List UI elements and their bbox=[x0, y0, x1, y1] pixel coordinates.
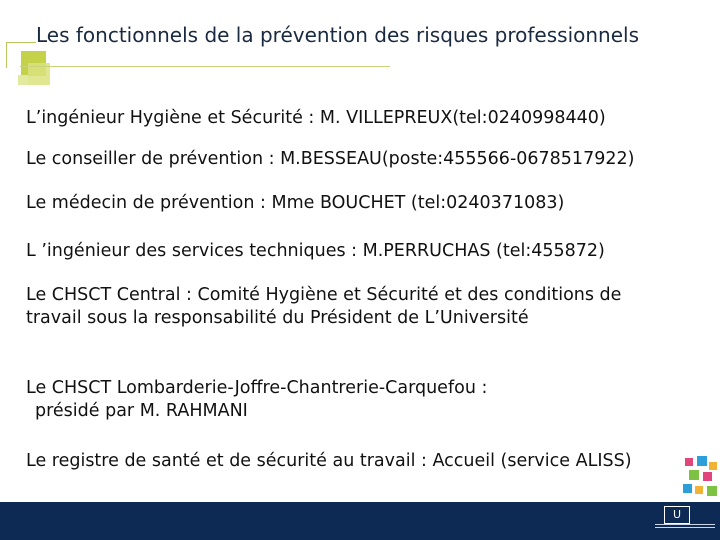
university-logo: U bbox=[664, 506, 690, 524]
decorative-line-horizontal bbox=[6, 42, 36, 43]
item-label: L ’ingénieur des services techniques : bbox=[26, 241, 358, 261]
title-underline bbox=[20, 66, 390, 67]
list-item bbox=[26, 377, 666, 423]
item-value: M. VILLEPREUX(tel:0240998440) bbox=[314, 108, 606, 128]
item-value: M.PERRUCHAS (tel:455872) bbox=[357, 241, 605, 261]
item-label: Le CHSCT Lombarderie-Joffre-Chantrerie-Carquefou : bbox=[26, 378, 488, 398]
item-value: Mme BOUCHET (tel:0240371083) bbox=[265, 193, 565, 213]
item-value: Comité Hygiène et Sécurité et des conditions de travail sous la responsabilité du Président de L’Université bbox=[26, 285, 622, 328]
list-item bbox=[26, 450, 706, 473]
university-logo-text bbox=[655, 524, 715, 527]
item-label: Le médecin de prévention : bbox=[26, 193, 266, 213]
list-item bbox=[26, 284, 666, 330]
decorative-line-vertical bbox=[6, 42, 7, 68]
item-label: L’ingénieur Hygiène et Sécurité : bbox=[26, 108, 315, 128]
list-item bbox=[26, 192, 564, 215]
list-item bbox=[26, 148, 634, 171]
footer-bar bbox=[0, 502, 720, 540]
decorative-square bbox=[18, 75, 28, 85]
item-label: Le CHSCT Central : bbox=[26, 285, 192, 305]
slide-title: Les fonctionnels de la prévention des risques professionnels bbox=[36, 23, 639, 47]
list-item bbox=[26, 107, 606, 130]
item-value: présidé par M. RAHMANI bbox=[35, 401, 248, 421]
item-value: Accueil (service ALISS) bbox=[426, 451, 632, 471]
item-value: M.BESSEAU(poste:455566-0678517922) bbox=[274, 149, 635, 169]
item-label: Le registre de santé et de sécurité au travail : bbox=[26, 451, 427, 471]
decorative-mosaic bbox=[683, 456, 720, 502]
item-label: Le conseiller de prévention : bbox=[26, 149, 275, 169]
list-item bbox=[26, 240, 605, 263]
